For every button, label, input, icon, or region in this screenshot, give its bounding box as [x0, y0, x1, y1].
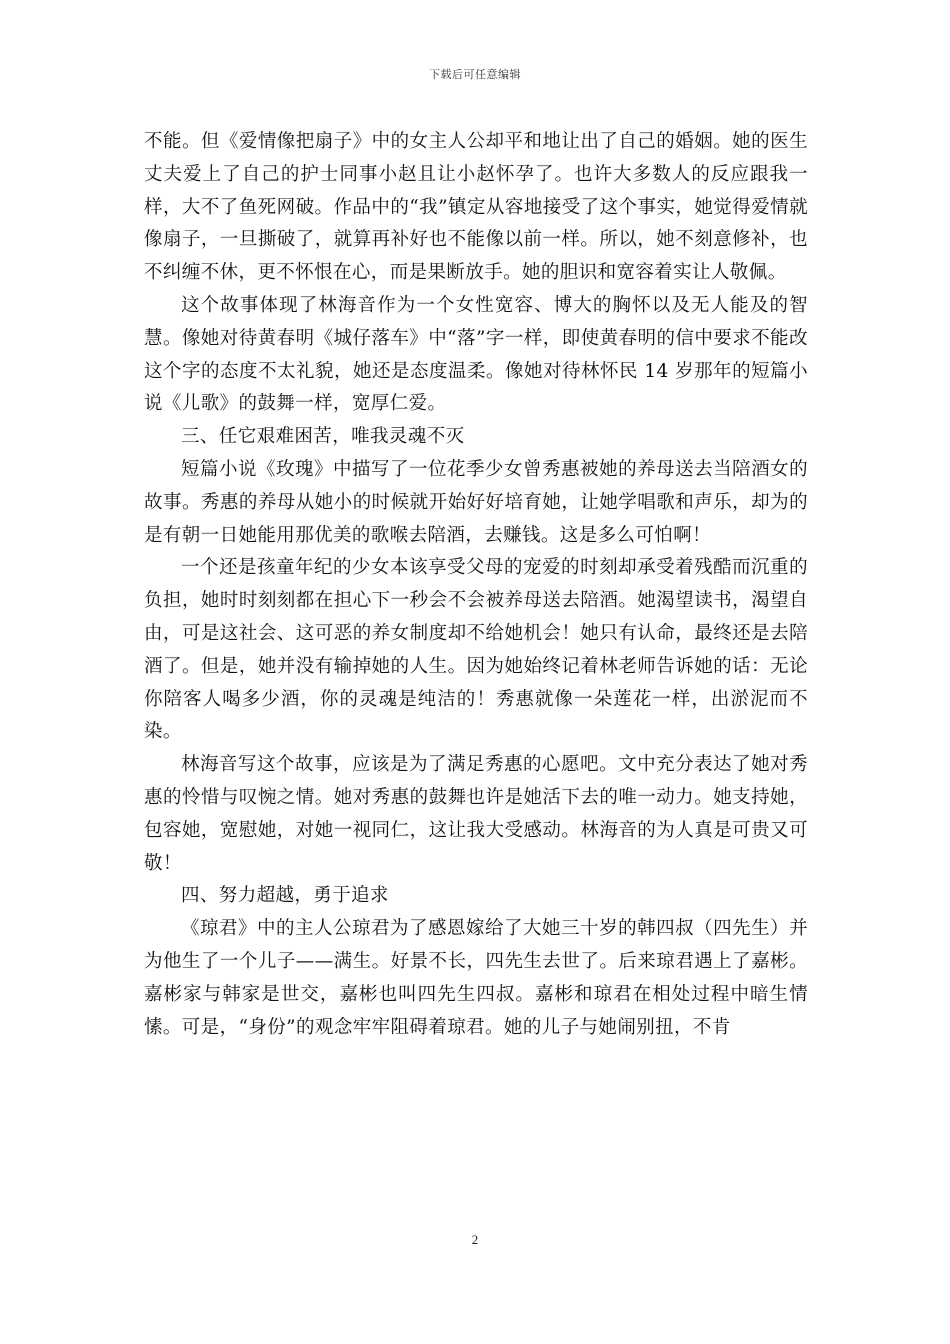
- section-heading: 四、努力超越，勇于追求: [181, 885, 389, 907]
- paragraph: 这个故事体现了林海音作为一个女性宽容、博大的胸怀以及无人能及的智慧。像她对待黄春明《城仔落车》中“落”字一样，即使黄春明的信中要求不能改这个字的态度不太礼貌，她还是态度温柔。像她对待林怀民 14 岁那年的短篇小说《儿歌》的鼓舞一样，宽厚仁爱。: [144, 294, 808, 415]
- paragraph: 一个还是孩童年纪的少女本该享受父母的宠爱的时刻却承受着残酷而沉重的负担，她时时刻刻都在担心下一秒会不会被养母送去陪酒。她渴望读书，渴望自由，可是这社会、这可恶的养女制度却不给她机会！她只有认命，最终还是去陪酒了。但是，她并没有输掉她的人生。因为她始终记着林老师告诉她的话：无论你陪客人喝多少酒，你的灵魂是纯洁的！秀惠就像一朵莲花一样，出淤泥而不染。: [144, 557, 808, 743]
- paragraph: 林海音写这个故事，应该是为了满足秀惠的心愿吧。文中充分表达了她对秀惠的怜惜与叹惋之情。她对秀惠的鼓舞也许是她活下去的唯一动力。她支持她，包容她，宽慰她，对她一视同仁，这让我大受感动。林海音的为人真是可贵又可敬！: [144, 754, 808, 874]
- page-number: 2: [471, 1232, 479, 1247]
- section-heading: 三、任它艰难困苦，唯我灵魂不灭: [181, 426, 465, 448]
- paragraph: 不能。但《爱情像把扇子》中的女主人公却平和地让出了自己的婚姻。她的医生丈夫爱上了自己的护士同事小赵且让小赵怀孕了。也许大多数人的反应跟我一样，大不了鱼死网破。作品中的“我”镇定从容地接受了这个事实，她觉得爱情就像扇子，一旦撕破了，就算再补好也不能像以前一样。所以，她不刻意修补，也不纠缠不休，更不怀恨在心，而是果断放手。她的胆识和宽容着实让人敬佩。: [144, 131, 808, 284]
- page-header: 下载后可任意编辑: [429, 68, 521, 81]
- paragraph: 短篇小说《玫瑰》中描写了一位花季少女曾秀惠被她的养母送去当陪酒女的故事。秀惠的养母从她小的时候就开始好好培育她，让她学唱歌和声乐，却为的是有朝一日她能用那优美的歌喉去陪酒，去赚钱。这是多么可怕啊！: [144, 458, 808, 546]
- document-body: [144, 126, 808, 1044]
- paragraph: 《琼君》中的主人公琼君为了感恩嫁给了大她三十岁的韩四叔（四先生）并为他生了一个儿子——满生。好景不长，四先生去世了。后来琼君遇上了嘉彬。嘉彬家与韩家是世交，嘉彬也叫四先生四叔。嘉彬和琼君在相处过程中暗生情愫。可是，“身份”的观念牢牢阻碍着琼君。她的儿子与她闹别扭，不肯: [144, 918, 808, 1038]
